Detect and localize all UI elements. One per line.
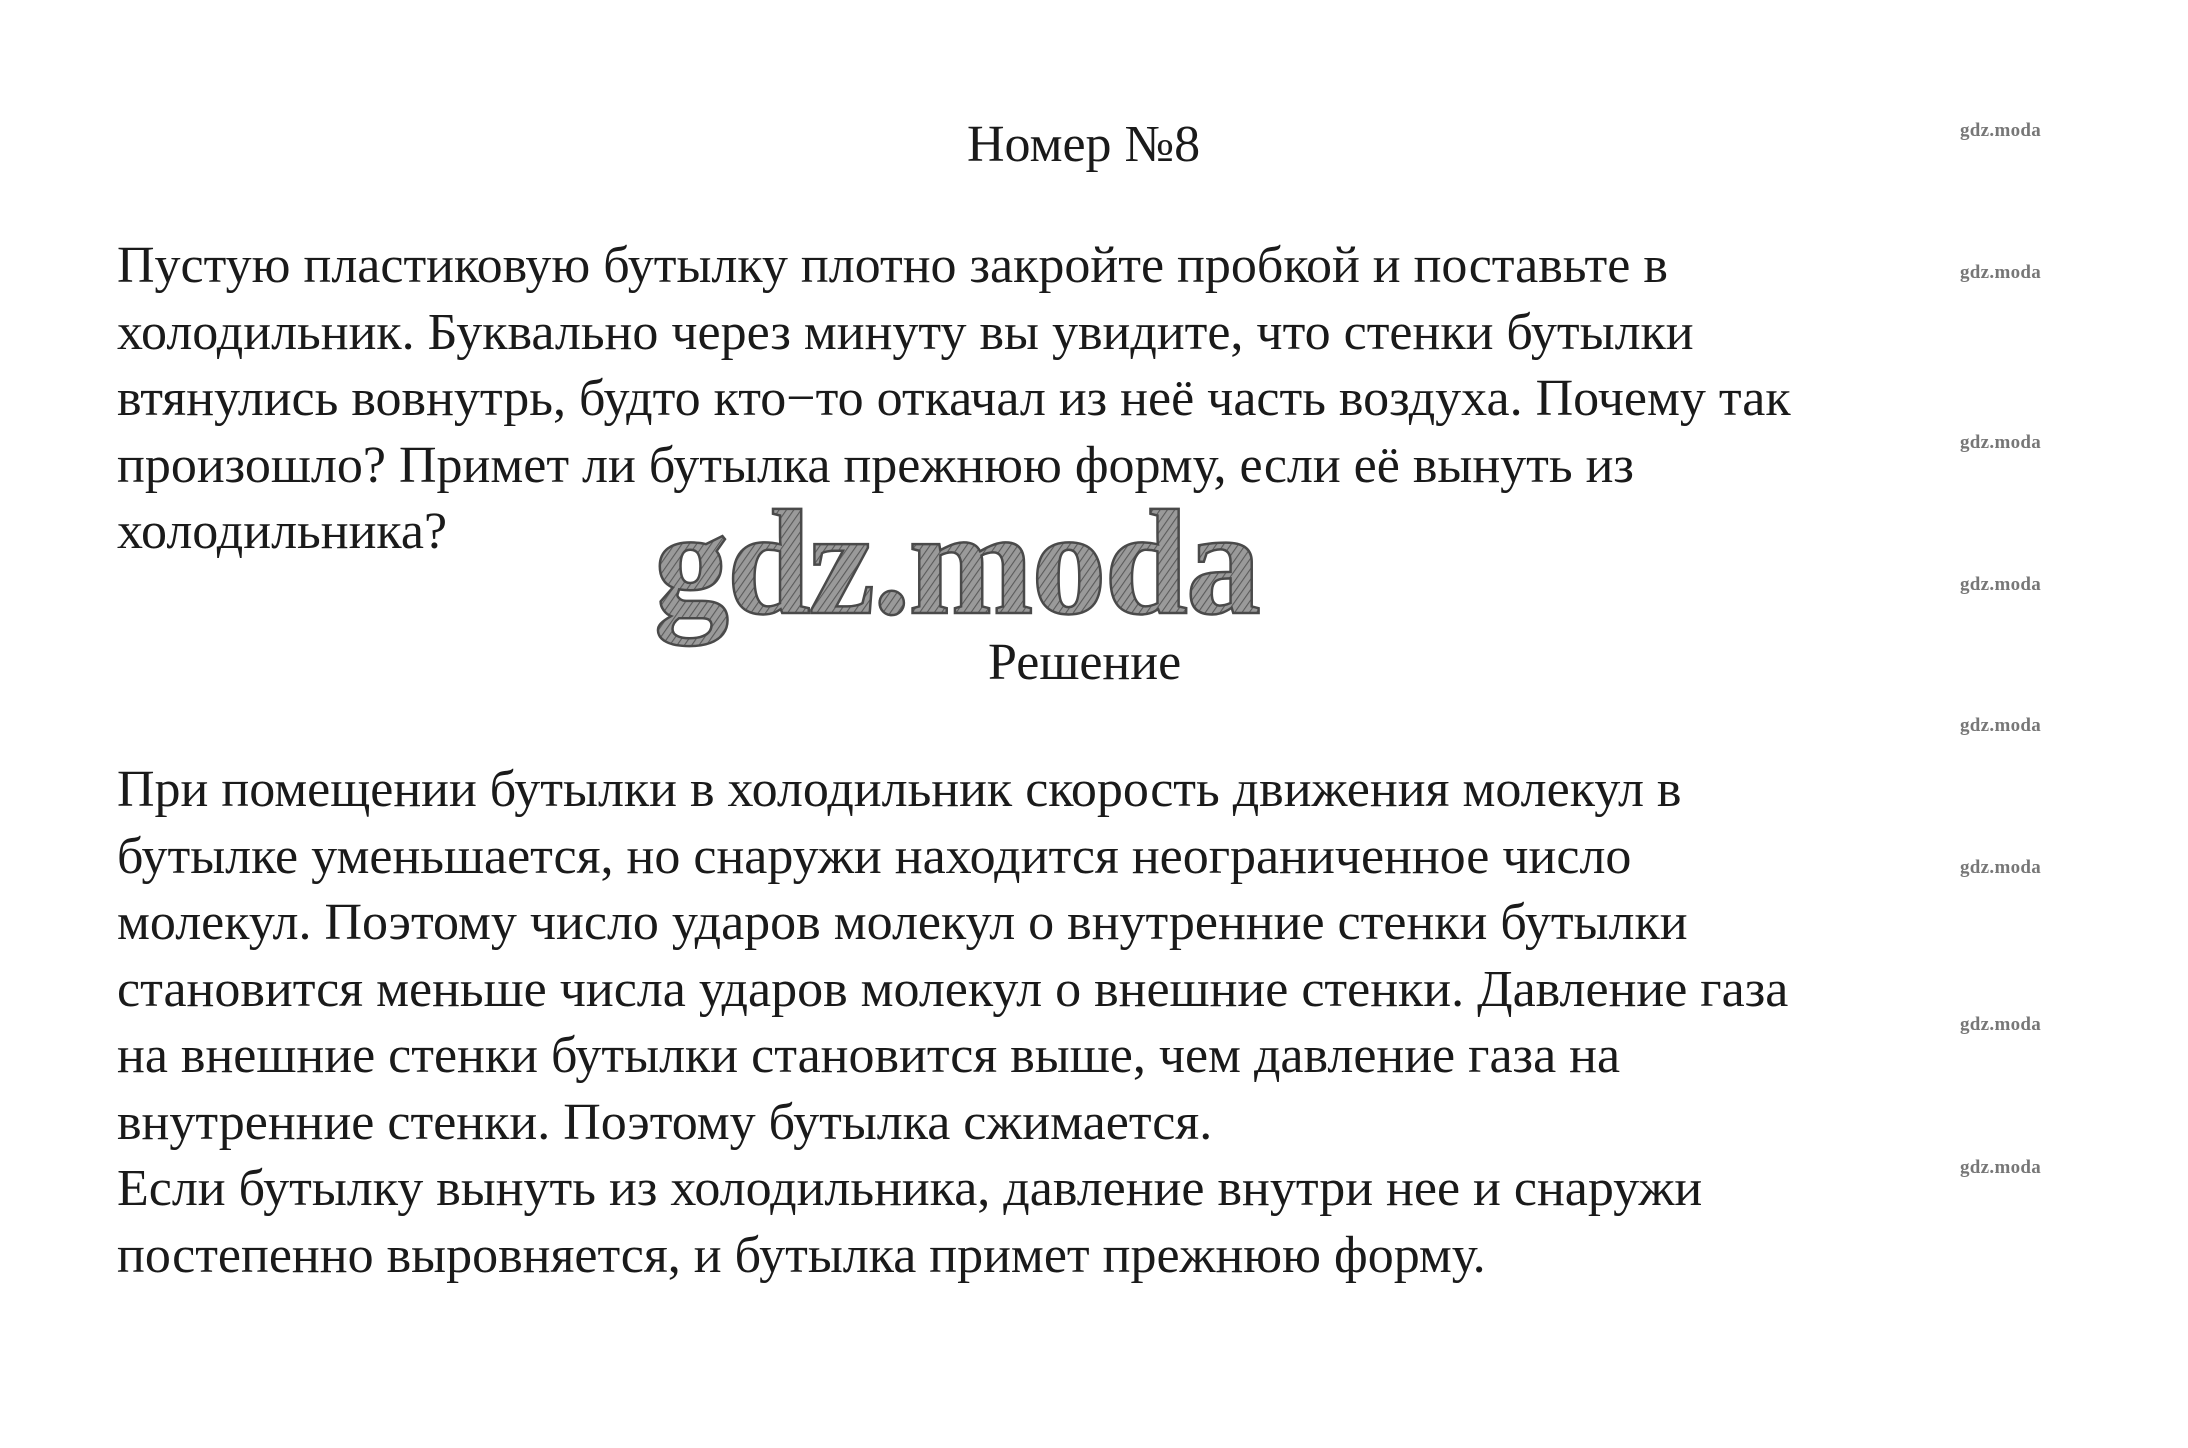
- question-line: холодильник. Буквально через минуту вы увидите, что стенки бутылки: [117, 303, 1694, 361]
- watermark-small: gdz.moda: [1960, 120, 2042, 141]
- question-line: холодильника?: [117, 503, 448, 560]
- answer-line: Если бутылку вынуть из холодильника, давление внутри нее и снаружи: [117, 1160, 1703, 1217]
- watermark-small: gdz.moda: [1960, 1157, 2042, 1178]
- answer-line: внутренние стенки. Поэтому бутылка сжимается.: [117, 1093, 1213, 1151]
- problem-title: Номер №8: [967, 116, 1201, 173]
- question-line: произошло? Примет ли бутылка прежнюю форму, если её вынуть из: [117, 436, 1634, 494]
- solution-answer: [117, 757, 2097, 1289]
- answer-line: При помещении бутылки в холодильник скорость движения молекул в: [117, 761, 1682, 818]
- watermark-small: gdz.moda: [1960, 1014, 2042, 1035]
- answer-line: бутылке уменьшается, но снаружи находится неограниченное число: [117, 827, 1632, 885]
- answer-line: становится меньше числа ударов молекул о внешние стенки. Давление газа: [117, 960, 1789, 1018]
- question-line: Пустую пластиковую бутылку плотно закройте пробкой и поставьте в: [117, 237, 1668, 294]
- watermark-small: gdz.moda: [1960, 262, 2042, 283]
- watermark-small: gdz.moda: [1960, 574, 2042, 595]
- svg-text:gdz.moda: gdz.moda: [654, 487, 1259, 646]
- question-line: втянулись вовнутрь, будто кто−то откачал из неё часть воздуха. Почему так: [117, 370, 1791, 427]
- answer-line: на внешние стенки бутылки становится выше, чем давление газа на: [117, 1027, 1621, 1084]
- solution-heading: Решение: [988, 634, 1182, 691]
- answer-line: постепенно выровняется, и бутылка примет прежнюю форму.: [117, 1226, 1486, 1284]
- watermark-logo: [648, 487, 1288, 657]
- watermark-small: gdz.moda: [1960, 715, 2042, 736]
- watermark-small: gdz.moda: [1960, 857, 2042, 878]
- answer-line: молекул. Поэтому число ударов молекул о внутренние стенки бутылки: [117, 894, 1688, 951]
- watermark-small: gdz.moda: [1960, 432, 2042, 453]
